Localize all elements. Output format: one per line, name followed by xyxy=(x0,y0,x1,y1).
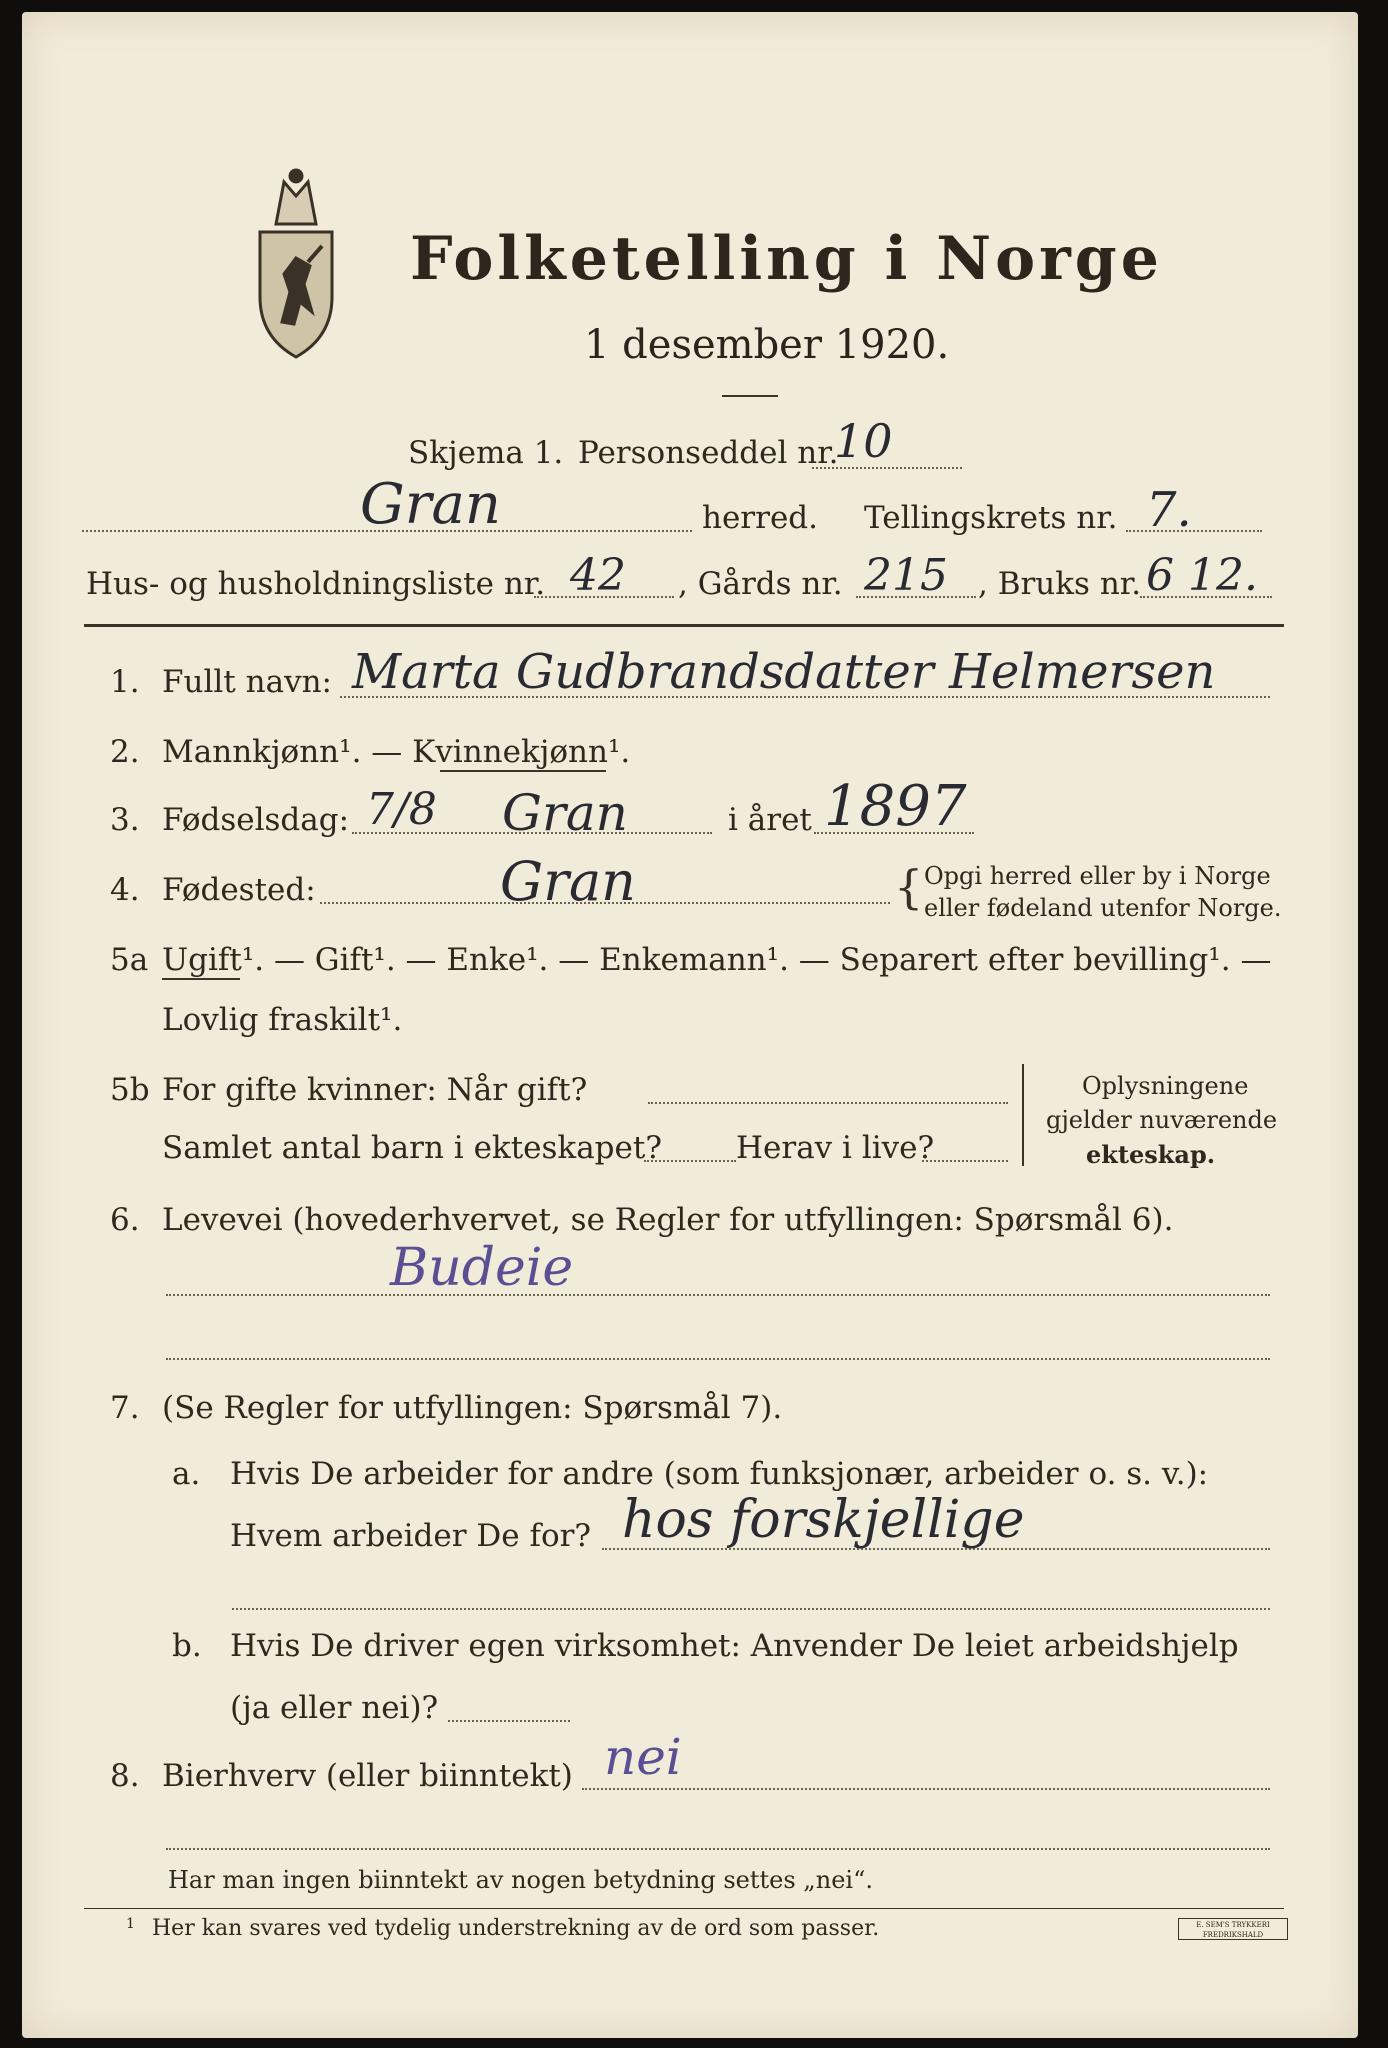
q6-label: Levevei (hovederhvervet, se Regler for utfyllingen: Spørsmål 6). xyxy=(162,1202,1174,1238)
q7a-line-extra xyxy=(232,1608,1270,1610)
footnote-mark: 1 xyxy=(126,1916,135,1932)
q7b-line1: Hvis De driver egen virksomhet: Anvender De leiet arbeidshjelp xyxy=(230,1628,1239,1664)
q5b-alive-line xyxy=(922,1160,1008,1162)
q7-label: (Se Regler for utfyllingen: Spørsmål 7). xyxy=(162,1390,783,1426)
q5b-note-line2: gjelder nuværende xyxy=(1046,1106,1278,1134)
q1-full-name-value: Marta Gudbrandsdatter Helmersen xyxy=(352,644,1216,700)
q4-birthplace-value: Gran xyxy=(500,850,636,913)
census-date: 1 desember 1920. xyxy=(584,322,950,368)
tellingskrets-label: Tellingskrets nr. xyxy=(864,500,1118,536)
q3-place-value: Gran xyxy=(502,784,628,842)
header-rule xyxy=(84,624,1284,627)
q5a-underline-ugift xyxy=(162,978,240,980)
gards-value: 215 xyxy=(864,550,948,601)
q4-number: 4. xyxy=(110,872,140,908)
form-title: Folketelling i Norge xyxy=(410,224,1163,294)
q5a-marital-options: Ugift¹. — Gift¹. — Enke¹. — Enkemann¹. — Separert efter bevilling¹. — xyxy=(162,942,1272,978)
q7b-line2: (ja eller nei)? xyxy=(230,1690,439,1726)
q8-side-income-value: nei xyxy=(604,1728,682,1786)
q5b-children-label: Samlet antal barn i ekteskapet? xyxy=(162,1130,662,1166)
herred-label: herred. xyxy=(702,500,818,536)
q7b-answer-line xyxy=(448,1720,570,1722)
q8-label: Bierhverv (eller biinntekt) xyxy=(162,1758,573,1794)
q3-label: Fødselsdag: xyxy=(162,802,350,838)
skjema-label: Skjema 1. xyxy=(408,435,564,471)
q7a-letter: a. xyxy=(172,1456,201,1492)
census-form xyxy=(22,12,1358,2038)
q5a-line2: Lovlig fraskilt¹. xyxy=(162,1002,403,1038)
norway-coat-of-arms-icon xyxy=(246,162,346,362)
q3-year-label: i året xyxy=(728,802,812,838)
q2-underline-kvinnekjonn xyxy=(440,770,606,772)
q6-number: 6. xyxy=(110,1202,140,1238)
printer-stamp: E. SEM'S TRYKKERI FREDRIKSHALD xyxy=(1178,1918,1288,1940)
q7a-employer-value: hos forskjellige xyxy=(622,1490,1025,1550)
q2-number: 2. xyxy=(110,734,140,770)
bruks-value: 6 12. xyxy=(1146,550,1258,601)
q8-line xyxy=(582,1788,1270,1790)
q5b-note-line1: Oplysningene xyxy=(1082,1072,1249,1100)
bruks-label: , Bruks nr. xyxy=(978,566,1142,602)
q4-note-line1: Opgi herred eller by i Norge xyxy=(924,862,1271,890)
herred-value: Gran xyxy=(360,472,501,537)
q7a-line2: Hvem arbeider De for? xyxy=(230,1518,592,1554)
q3-day-value: 7/8 xyxy=(366,784,437,835)
q6-occupation-value: Budeie xyxy=(390,1238,574,1298)
q5b-alive-label: Herav i live? xyxy=(736,1130,935,1166)
q6-line1 xyxy=(166,1294,1270,1296)
gards-label: , Gårds nr. xyxy=(678,566,843,602)
q5b-children-line xyxy=(644,1160,736,1162)
hus-value: 42 xyxy=(570,550,626,601)
hus-label: Hus- og husholdningsliste nr. xyxy=(86,566,546,602)
footnote-text: Her kan svares ved tydelig understrekning av de ord som passer. xyxy=(152,1916,880,1941)
q3-year-value: 1897 xyxy=(824,774,967,839)
q3-number: 3. xyxy=(110,802,140,838)
q7a-line1: Hvis De arbeider for andre (som funksjonær, arbeider o. s. v.): xyxy=(230,1456,1209,1492)
q7-number: 7. xyxy=(110,1390,140,1426)
tellingskrets-value: 7. xyxy=(1146,482,1192,538)
q5b-married-when-line xyxy=(648,1102,1008,1104)
q5a-number: 5a xyxy=(110,942,149,978)
q2-gender-options: Mannkjønn¹. — Kvinnekjønn¹. xyxy=(162,734,631,770)
q5b-note-bracket xyxy=(1022,1064,1024,1166)
q4-note-line2: eller fødeland utenfor Norge. xyxy=(924,894,1282,922)
q8-number: 8. xyxy=(110,1758,140,1794)
personseddel-value: 10 xyxy=(834,414,893,468)
q1-label: Fullt navn: xyxy=(162,664,332,700)
personseddel-label: Personseddel nr. xyxy=(578,435,839,471)
q6-line2 xyxy=(166,1358,1270,1360)
q4-label: Fødested: xyxy=(162,872,316,908)
footer-note: Har man ingen biinntekt av nogen betydning settes „nei“. xyxy=(168,1866,873,1894)
q1-number: 1. xyxy=(110,664,140,700)
footer-rule xyxy=(84,1908,1284,1909)
q7b-letter: b. xyxy=(172,1628,202,1664)
q5b-number: 5b xyxy=(110,1072,150,1108)
q8-line-extra xyxy=(166,1848,1270,1850)
q5b-note-line3: ekteskap. xyxy=(1086,1140,1216,1169)
q5b-line1: For gifte kvinner: Når gift? xyxy=(162,1072,588,1108)
q4-note-brace: { xyxy=(894,860,924,914)
title-divider xyxy=(722,395,778,397)
